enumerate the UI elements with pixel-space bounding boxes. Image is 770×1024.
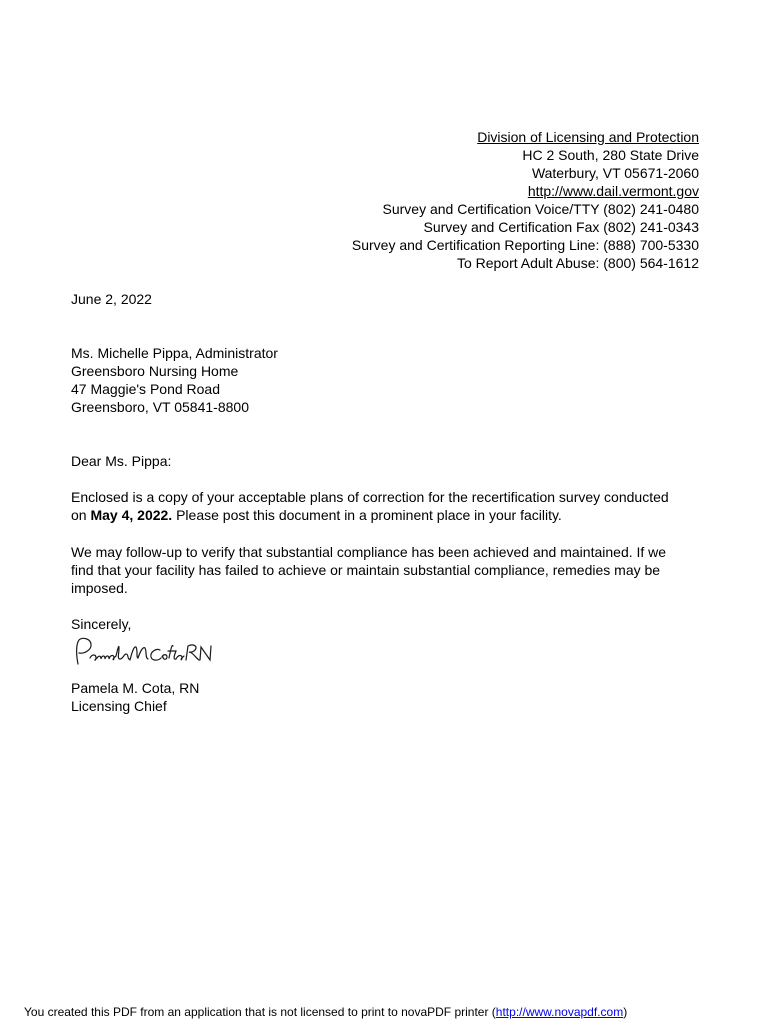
body-paragraph-1	[71, 488, 701, 524]
salutation	[71, 452, 171, 470]
letter-date	[71, 290, 152, 308]
paragraph-1-line-1: Enclosed is a copy of your acceptable plans of correction for the recertification survey conducted	[71, 489, 669, 505]
letterhead-fax: Survey and Certification Fax (802) 241-0343	[423, 219, 699, 235]
date-text: June 2, 2022	[71, 291, 152, 307]
salutation-text: Dear Ms. Pippa:	[71, 453, 172, 469]
footer-text: You created this PDF from an application that is not licensed to print to novaPDF printer (	[24, 1005, 496, 1019]
recipient-city: Greensboro, VT 05841-8800	[71, 399, 249, 415]
body-paragraph-2	[71, 543, 701, 597]
letterhead-voice-phone: Survey and Certification Voice/TTY (802) 241-0480	[382, 201, 699, 217]
closing-text: Sincerely,	[71, 616, 132, 632]
recipient-street: 47 Maggie's Pond Road	[71, 381, 220, 397]
survey-date: May 4, 2022.	[90, 507, 173, 523]
paragraph-1-end: Please post this document in a prominent place in your facility.	[172, 507, 562, 523]
paragraph-1-line-2	[71, 506, 701, 524]
signer-block	[71, 679, 199, 715]
letterhead-reporting-line: Survey and Certification Reporting Line: (888) 700-5330	[351, 237, 699, 253]
letterhead	[352, 128, 699, 272]
paragraph-2-line-1: We may follow-up to verify that substantial compliance has been achieved and maintained. If we	[71, 544, 667, 560]
letterhead-address-line-2: Waterbury, VT 05671-2060	[531, 165, 699, 181]
division-name: Division of Licensing and Protection	[477, 129, 699, 145]
paragraph-1-on: on	[71, 507, 91, 523]
letterhead-website-link[interactable]: http://www.dail.vermont.gov	[527, 183, 699, 199]
recipient-address	[71, 344, 278, 416]
footer-close: )	[623, 1005, 628, 1019]
closing	[71, 615, 131, 633]
pdf-footer-notice	[24, 1005, 627, 1019]
recipient-org: Greensboro Nursing Home	[71, 363, 239, 379]
handwritten-signature	[70, 634, 220, 674]
footer-link[interactable]: http://www.novapdf.com	[495, 1005, 624, 1019]
signer-title: Licensing Chief	[71, 698, 167, 714]
recipient-name: Ms. Michelle Pippa, Administrator	[71, 345, 278, 361]
paragraph-2-line-2: find that your facility has failed to achieve or maintain substantial compliance, remedies may be	[71, 562, 661, 578]
letterhead-address-line-1: HC 2 South, 280 State Drive	[522, 147, 699, 163]
paragraph-2-line-3: imposed.	[71, 580, 128, 596]
signer-name: Pamela M. Cota, RN	[71, 680, 200, 696]
letterhead-abuse-line: To Report Adult Abuse: (800) 564-1612	[456, 255, 699, 271]
